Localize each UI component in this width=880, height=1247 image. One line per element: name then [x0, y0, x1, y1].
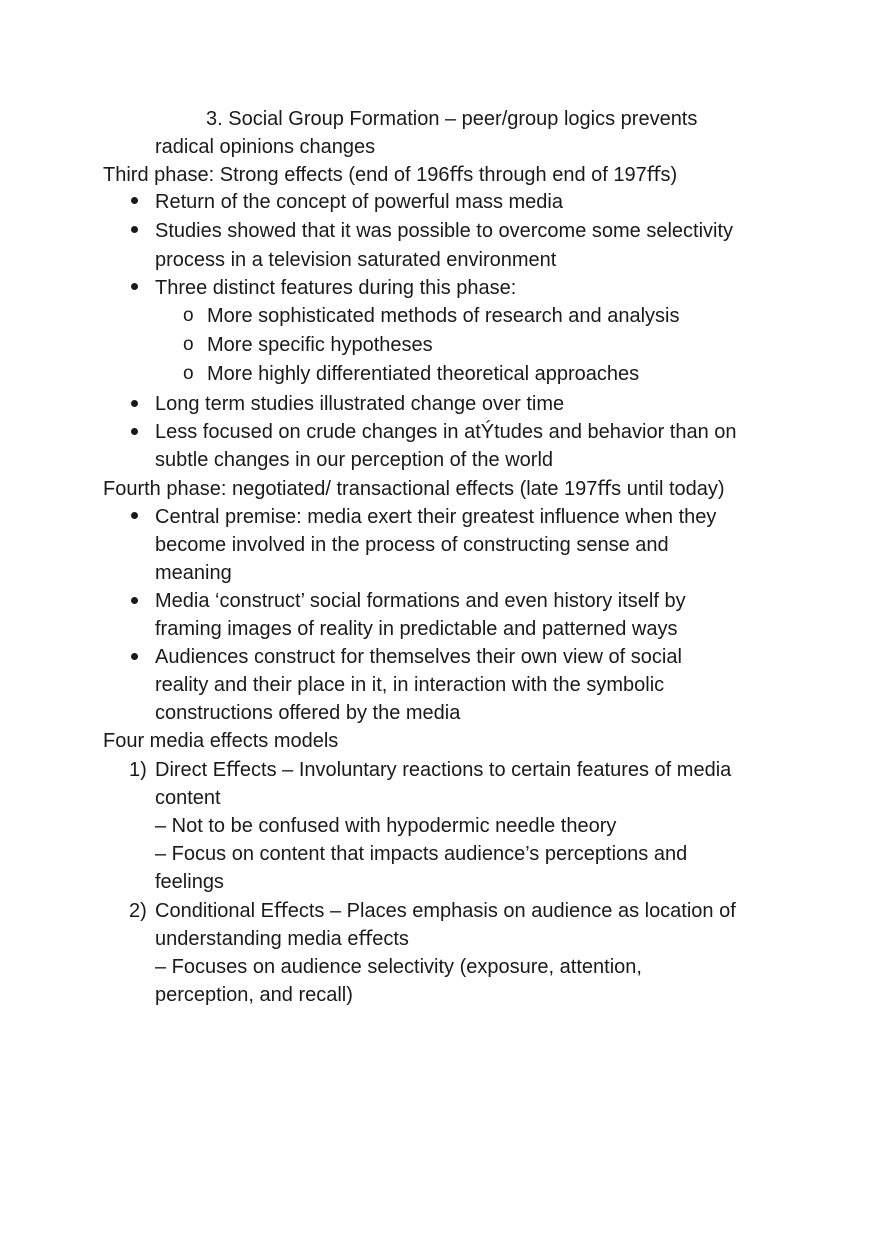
bullet-icon	[131, 197, 138, 204]
bullet-icon	[131, 226, 138, 233]
third-phase-heading: Third phase: Strong effects (end of 196ﬀs through end of 197ﬀs)	[103, 164, 678, 186]
list-item: Less focused on crude changes in atÝtudes and behavior than on	[155, 421, 737, 443]
models-heading: Four media effects models	[103, 730, 339, 752]
bullet-icon	[131, 428, 138, 435]
numbered-item-continuation: feelings	[155, 871, 224, 893]
numbered-item: Conditional Eﬀects – Places emphasis on audience as location of	[155, 900, 736, 922]
bullet-icon	[131, 283, 138, 290]
sub-list-item: More highly differentiated theoretical approaches	[207, 363, 640, 385]
list-item-continuation: framing images of reality in predictable and patterned ways	[155, 618, 678, 640]
numbered-item-continuation: perception, and recall)	[155, 984, 353, 1006]
bullet-icon	[131, 400, 138, 407]
intro-line-1: 3. Social Group Formation – peer/group logics prevents	[206, 108, 698, 130]
list-item: Long term studies illustrated change over time	[155, 393, 565, 415]
fourth-phase-heading: Fourth phase: negotiated/ transactional effects (late 197ﬀs until today)	[103, 478, 725, 500]
numbered-item-continuation: – Focuses on audience selectivity (exposure, attention,	[155, 956, 642, 978]
circle-bullet-icon: o	[183, 334, 194, 355]
circle-bullet-icon: o	[183, 363, 194, 384]
list-number: 2)	[129, 900, 147, 922]
numbered-item-continuation: – Not to be confused with hypodermic needle theory	[155, 815, 617, 837]
list-item-continuation: reality and their place in it, in interaction with the symbolic	[155, 674, 665, 696]
list-item: Studies showed that it was possible to overcome some selectivity	[155, 220, 734, 242]
list-item-continuation: become involved in the process of constructing sense and	[155, 534, 669, 556]
list-item: Audiences construct for themselves their own view of social	[155, 646, 682, 668]
numbered-item: Direct Eﬀects – Involuntary reactions to certain features of media	[155, 759, 732, 781]
list-item: Central premise: media exert their greatest influence when they	[155, 506, 717, 528]
list-item: Media ‘construct’ social formations and even history itself by	[155, 590, 686, 612]
list-item: Three distinct features during this phase:	[155, 277, 517, 299]
list-item-continuation: constructions offered by the media	[155, 702, 461, 724]
list-item-continuation: process in a television saturated environment	[155, 249, 557, 271]
numbered-item-continuation: content	[155, 787, 221, 809]
list-item-continuation: meaning	[155, 562, 232, 584]
list-item: Return of the concept of powerful mass media	[155, 191, 563, 213]
bullet-icon	[131, 597, 138, 604]
sub-list-item: More specific hypotheses	[207, 334, 433, 356]
list-number: 1)	[129, 759, 147, 781]
bullet-icon	[131, 653, 138, 660]
list-item-continuation: subtle changes in our perception of the world	[155, 449, 554, 471]
numbered-item-continuation: understanding media eﬀects	[155, 928, 409, 950]
bullet-icon	[131, 512, 138, 519]
sub-list-item: More sophisticated methods of research and analysis	[207, 305, 680, 327]
intro-line-2: radical opinions changes	[155, 136, 376, 158]
numbered-item-continuation: – Focus on content that impacts audience’s perceptions and	[155, 843, 688, 865]
circle-bullet-icon: o	[183, 305, 194, 326]
